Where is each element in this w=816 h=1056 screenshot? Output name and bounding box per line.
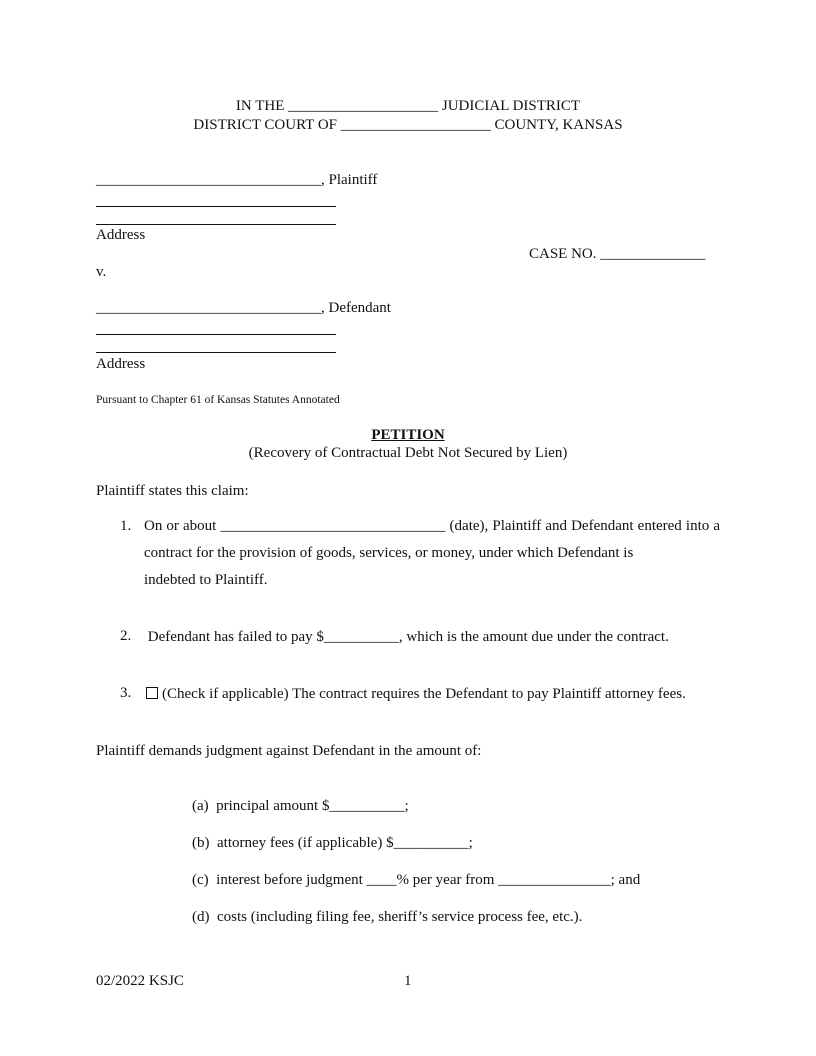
demand-item-c: (c) interest before judgment ____% per year from _______________; and [192, 872, 641, 888]
footer-form-code: 02/2022 KSJC [96, 973, 184, 989]
demand-item-a: (a) principal amount $__________; [192, 798, 409, 814]
caption-line-2: DISTRICT COURT OF ____________________ COUNTY, KANSAS [193, 117, 623, 133]
claim-3-text: (Check if applicable) The contract requires the Defendant to pay Plaintiff attorney fees. [162, 686, 686, 702]
caption-line-1: IN THE ____________________ JUDICIAL DISTRICT [235, 98, 581, 114]
attorney-fees-checkbox[interactable] [146, 687, 158, 699]
document-subtitle: (Recovery of Contractual Debt Not Secured by Lien) [248, 445, 568, 461]
plaintiff-address-line-1 [96, 206, 336, 207]
footer-page-number: 1 [404, 973, 412, 989]
plaintiff-address-line-2 [96, 224, 336, 225]
claim-2-number: 2. [120, 628, 132, 644]
plaintiff-address-label: Address [96, 227, 146, 243]
plaintiff-name-line: ______________________________, Plaintiff [96, 172, 378, 188]
defendant-address-label: Address [96, 356, 146, 372]
claim-1-number: 1. [120, 518, 132, 534]
statute-note: Pursuant to Chapter 61 of Kansas Statutes Annotated [96, 394, 340, 406]
claim-1-text [144, 513, 720, 594]
claim-1-body: On or about ______________________________ (date), Plaintiff and Defendant entered into a contract for the provision of goods, services, or money, under which Defendant is [144, 518, 720, 561]
claim-intro: Plaintiff states this claim: [96, 483, 249, 499]
defendant-address-line-1 [96, 334, 336, 335]
demand-item-d: (d) costs (including filing fee, sheriff’s service process fee, etc.). [192, 909, 583, 925]
demand-item-b: (b) attorney fees (if applicable) $__________; [192, 835, 473, 851]
claim-2-text: Defendant has failed to pay $__________, which is the amount due under the contract. [144, 629, 669, 645]
claim-1-last-line: indebted to Plaintiff. [144, 572, 268, 588]
versus-label: v. [96, 264, 107, 280]
defendant-address-line-2 [96, 352, 336, 353]
claim-3-number: 3. [120, 685, 132, 701]
claim-3-line [146, 685, 686, 703]
case-number: CASE NO. ______________ [529, 246, 706, 262]
demand-intro: Plaintiff demands judgment against Defendant in the amount of: [96, 743, 482, 759]
defendant-name-line: ______________________________, Defendant [96, 300, 391, 316]
document-title: PETITION [371, 427, 445, 443]
